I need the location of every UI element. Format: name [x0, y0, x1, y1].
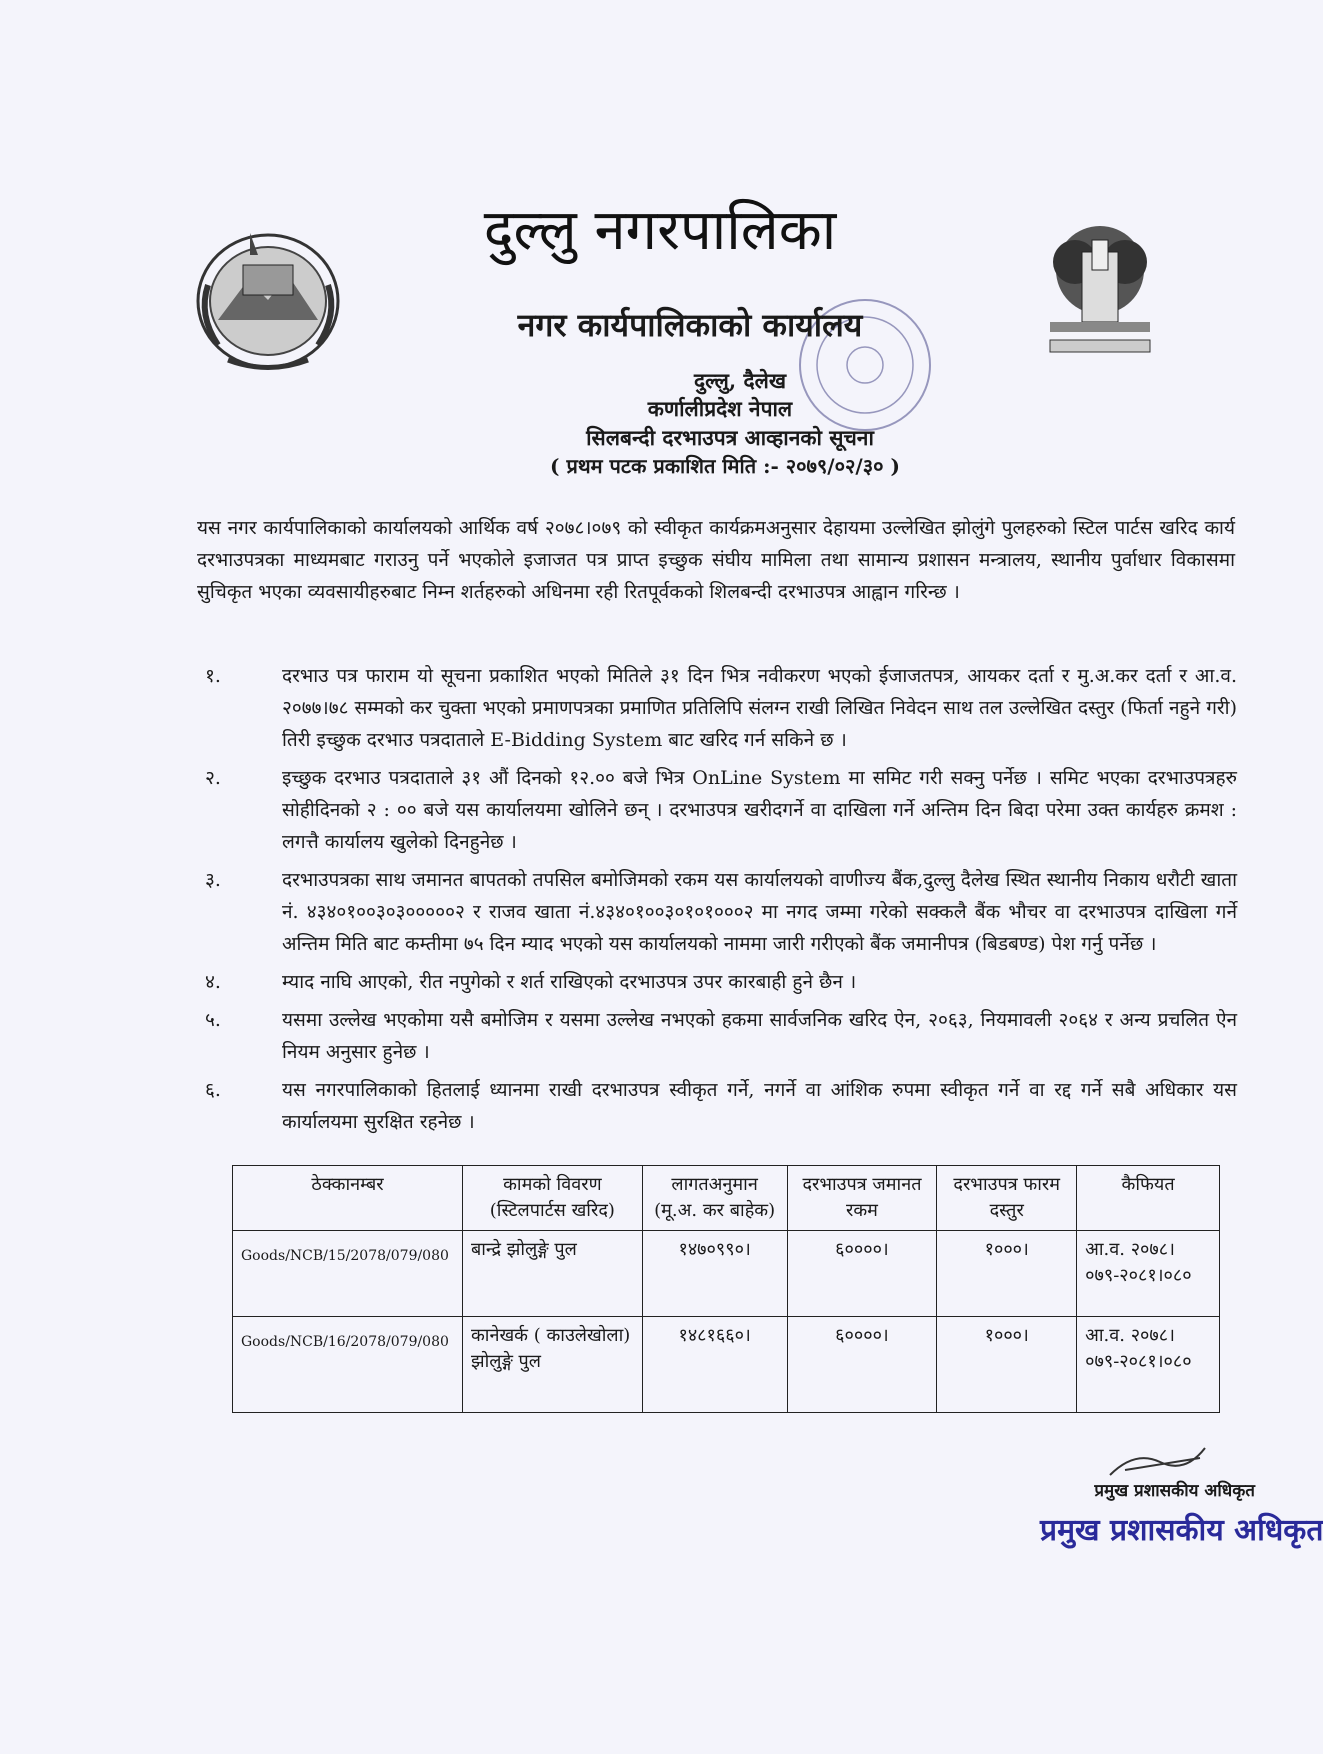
column-header: ठेक्कानम्बर — [233, 1166, 463, 1231]
notice-title: सिलबन्दी दरभाउपत्र आव्हानको सूचना — [586, 425, 874, 450]
nepal-emblem-icon — [188, 225, 348, 373]
bid-security-cell: ६००००। — [787, 1231, 937, 1317]
address-line-1: दुल्लु, दैलेख — [693, 368, 787, 393]
bid-security-cell: ६००००। — [787, 1317, 937, 1413]
table-header-row — [233, 1166, 1220, 1231]
list-item — [197, 864, 1237, 960]
list-item-number: ३. — [205, 869, 221, 891]
list-item-text: यसमा उल्लेख भएकोमा यसै बमोजिम र यसमा उल्लेख नभएको हकमा सार्वजनिक खरिद ऐन, २०६३, नियमावली २०६४ र अन्य प्रचलित ऐन नियम अनुसार हुनेछ । — [282, 1009, 1237, 1063]
address-line-2: कर्णालीप्रदेश नेपाल — [647, 396, 793, 421]
work-description-cell: कानेखर्क ( काउलेखोला) झोलुङ्गे पुल — [462, 1317, 642, 1413]
municipality-title: दुल्लु नगरपालिका — [483, 198, 837, 263]
contract-number-cell: Goods/NCB/15/2078/079/080 — [233, 1231, 463, 1317]
table-row — [233, 1231, 1220, 1317]
table-row — [233, 1317, 1220, 1413]
list-item — [197, 966, 1237, 998]
column-header: लागतअनुमान (मू.अ. कर बाहेक) — [642, 1166, 787, 1231]
list-item-number: १. — [205, 665, 221, 687]
form-fee-cell: १०००। — [937, 1231, 1077, 1317]
list-item-text: दरभाउपत्रका साथ जमानत बापतको तपसिल बमोजिमको रकम यस कार्यालयको वाणीज्य बैंक,दुल्लु दैलेख स्थित स्थानीय निकाय धरौटी खाता नं. ४३४०१००३०३०००००२ र राजव खाता नं.४३४०१००३०१०१०००२ मा नगद जम्मा गरेको सक्कलै बैंक भौचर वा दरभाउपत्र दाखिला गर्ने अन्तिम मिति बाट कम्तीमा ७५ दिन म्याद भएको यस कार्यालयको नाममा जारी गरीएको बैंक जमानीपत्र (बिडबण्ड) पेश गर्नु पर्नेछ । — [282, 869, 1237, 955]
list-item — [197, 1004, 1237, 1068]
municipality-emblem-icon — [1040, 222, 1160, 357]
cost-estimate-cell: १४८१६६०। — [642, 1317, 787, 1413]
form-fee-cell: १०००। — [937, 1317, 1077, 1413]
contract-number-cell: Goods/NCB/16/2078/079/080 — [233, 1317, 463, 1413]
list-item — [197, 762, 1237, 858]
remarks-cell: आ.व. २०७८।०७९-२०८१।०८० — [1077, 1231, 1220, 1317]
column-header: दरभाउपत्र जमानत रकम — [787, 1166, 937, 1231]
column-header: कैफियत — [1077, 1166, 1220, 1231]
list-item-text: दरभाउ पत्र फाराम यो सूचना प्रकाशित भएको मितिले ३१ दिन भित्र नवीकरण भएको ईजाजतपत्र, आयकर दर्ता र मु.अ.कर दर्ता र आ.व. २०७७।७८ सम्मको कर चुक्ता भएको प्रमाणपत्रका प्रमाणित प्रतिलिपि संलग्न राखी लिखित निवेदन साथ तल उल्लेखित दस्तुर (फिर्ता नहुने गरी) तिरी इच्छुक दरभाउ पत्रदाताले E-Bidding System बाट खरिद गर्न सकिने छ । — [282, 665, 1237, 751]
signatory-title: प्रमुख प्रशासकीय अधिकृत — [1094, 1481, 1255, 1501]
list-item-number: ४. — [205, 971, 221, 993]
remarks-cell: आ.व. २०७८।०७९-२०८१।०८० — [1077, 1317, 1220, 1413]
conditions-list — [197, 660, 1237, 1144]
column-header: कामको विवरण (स्टिलपार्टस खरिद) — [462, 1166, 642, 1231]
signatory-stamp: प्रमुख प्रशासकीय अधिकृत — [1040, 1513, 1323, 1548]
cost-estimate-cell: १४७०९९०। — [642, 1231, 787, 1317]
office-subtitle: नगर कार्यपालिकाको कार्यालय — [517, 306, 863, 344]
list-item-number: ५. — [205, 1009, 221, 1031]
list-item — [197, 1074, 1237, 1138]
intro-paragraph: यस नगर कार्यपालिकाको कार्यालयको आर्थिक वर्ष २०७८।०७९ को स्वीकृत कार्यक्रमअनुसार देहायमा उल्लेखित झोलुंगे पुलहरुको स्टिल पार्टस खरिद कार्य दरभाउपत्रका माध्यमबाट गराउनु पर्ने भएकोले इजाजत पत्र प्राप्त इच्छुक संघीय मामिला तथा सामान्य प्रशासन मन्त्रालय, स्थानीय पुर्वाधार विकासमा सुचिकृत भएका व्यवसायीहरुबाट निम्न शर्तहरुको अधिनमा रही रितपूर्वकको शिलबन्दी दरभाउपत्र आह्वान गरिन्छ । — [197, 517, 1235, 603]
list-item-number: ६. — [205, 1079, 221, 1101]
tender-table — [232, 1165, 1220, 1413]
list-item — [197, 660, 1237, 756]
list-item-text: इच्छुक दरभाउ पत्रदाताले ३१ औं दिनको १२.०० बजे भित्र OnLine System मा समिट गरी सक्नु पर्नेछ । समिट भएका दरभाउपत्रहरु सोहीदिनको २ : ०० बजे यस कार्यालयमा खोलिने छन् । दरभाउपत्र खरीदगर्ने वा दाखिला गर्ने अन्तिम दिन बिदा परेमा उक्त कार्यहरु क्रमश : लगत्तै कार्यालय खुलेको दिनहुनेछ । — [282, 767, 1237, 853]
list-item-text: म्याद नाघि आएको, रीत नपुगेको र शर्त राखिएको दरभाउपत्र उपर कारबाही हुने छैन । — [282, 971, 857, 993]
work-description-cell: बान्द्रे झोलुङ्गे पुल — [462, 1231, 642, 1317]
list-item-number: २. — [205, 767, 221, 789]
publish-date: ( प्रथम पटक प्रकाशित मिति :- २०७९/०२/३० ) — [550, 454, 900, 478]
list-item-text: यस नगरपालिकाको हितलाई ध्यानमा राखी दरभाउपत्र स्वीकृत गर्ने, नगर्ने वा आंशिक रुपमा स्वीकृत गर्ने वा रद्द गर्ने सबै अधिकार यस कार्यालयमा सुरक्षित रहनेछ । — [282, 1079, 1237, 1133]
column-header: दरभाउपत्र फारम दस्तुर — [937, 1166, 1077, 1231]
